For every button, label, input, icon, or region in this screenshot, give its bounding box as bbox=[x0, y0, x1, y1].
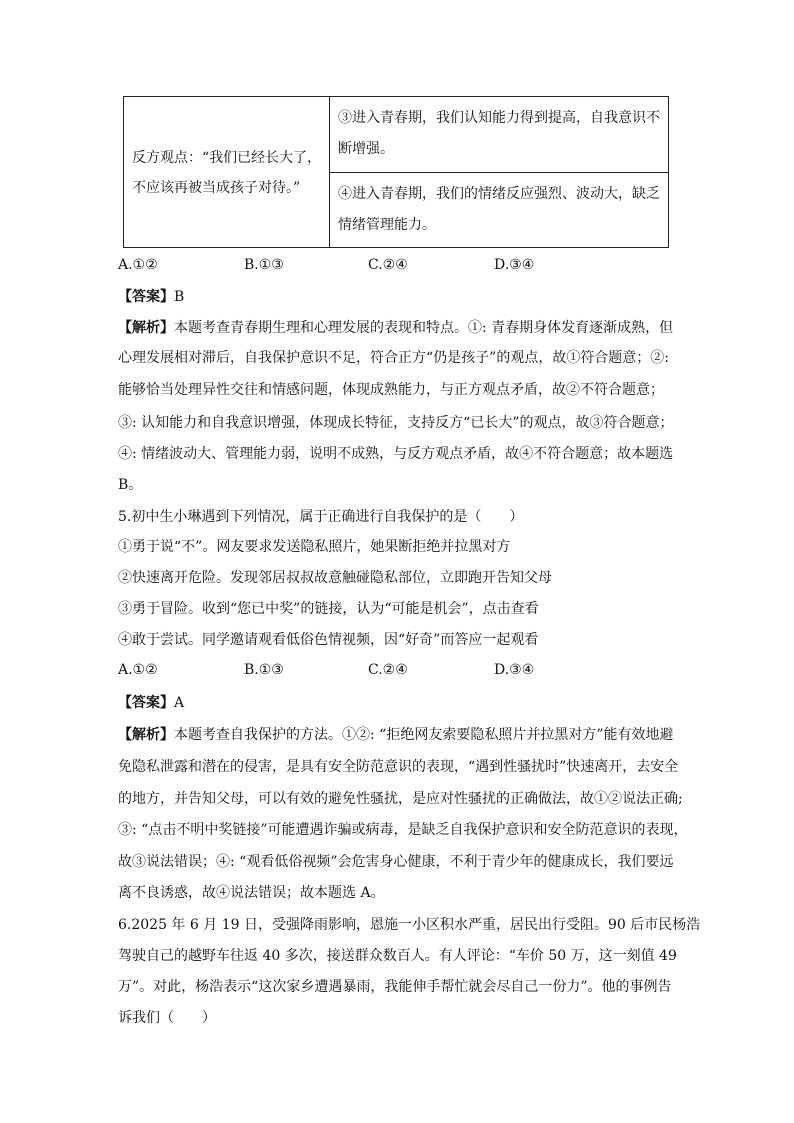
q5-analysis-line-2: 免隐私泄露和潜在的侵害，是具有安全防范意识的表现，“遇到性骚扰时”快速离开，去安全 bbox=[118, 759, 679, 775]
q5-analysis-line-4: ③: “点击不明中奖链接”可能遭遇诈骗或病毒，是缺乏自我保护意识和安全防范意识的表现， bbox=[118, 822, 688, 838]
statement-4-line-1: ④进入青春期，我们的情绪反应强烈、波动大，缺乏 bbox=[338, 185, 660, 202]
q5-item-3: ③勇于冒险。收到“您已中奖”的链接，认为“可能是机会”，点击查看 bbox=[118, 601, 539, 617]
q6-stem-line-1: 6.2025 年 6 月 19 日，受强降雨影响，恩施一小区积水严重，居民出行受阻。90 后市民杨浩 bbox=[118, 917, 701, 933]
statement-3-line-2: 断增强。 bbox=[338, 141, 394, 157]
q4-analysis-line-2: 心理发展相对滞后，自我保护意识不足，符合正方“仍是孩子”的观点，故①符合题意；②: bbox=[118, 350, 670, 366]
q4-answer-value: B bbox=[174, 289, 185, 305]
q4-analysis-label: 【解析】 bbox=[118, 320, 174, 336]
statements-column bbox=[330, 97, 668, 247]
q5-answer-label: 【答案】 bbox=[118, 695, 174, 711]
opposing-view-cell bbox=[124, 97, 330, 247]
q5-answer bbox=[118, 693, 184, 713]
q5-option-a: A.①② bbox=[118, 662, 158, 678]
q5-option-b: B.①③ bbox=[244, 662, 284, 678]
q5-analysis-line-6: 离不良诱惑，故④说法错误；故本题选 A。 bbox=[118, 885, 385, 901]
q5-item-2: ②快速离开危险。发现邻居叔叔故意触碰隐私部位，立即跑开告知父母 bbox=[118, 570, 552, 586]
q6-stem-line-3: 万”。对此，杨浩表示“这次家乡遭遇暴雨，我能伸手帮忙就会尽自己一份力”。他的事例告 bbox=[118, 979, 672, 995]
statement-3-line-1: ③进入青春期，我们认知能力得到提高，自我意识不 bbox=[338, 110, 660, 126]
q4-answer bbox=[118, 287, 184, 307]
q5-item-1: ①勇于说“不”。网友要求发送隐私照片，她果断拒绝并拉黑对方 bbox=[118, 539, 511, 555]
q5-analysis-label: 【解析】 bbox=[118, 727, 174, 743]
q6-stem-line-4: 诉我们（ ） bbox=[118, 1010, 216, 1026]
q4-analysis-line-1 bbox=[118, 318, 673, 338]
q5-answer-value: A bbox=[174, 695, 185, 711]
q5-stem: 5.初中生小琳遇到下列情况，属于正确进行自我保护的是（ ） bbox=[118, 509, 524, 525]
q5-analysis-line-1 bbox=[118, 725, 673, 745]
q5-item-4: ④敢于尝试。同学邀请观看低俗色情视频，因“好奇”而答应一起观看 bbox=[118, 632, 539, 648]
statement-4-cell bbox=[330, 173, 668, 248]
q4-analysis-line-4: ③: 认知能力和自我意识增强，体现成长特征，支持反方“已长大”的观点，故③符合题意； bbox=[118, 415, 674, 431]
q4-analysis-text-1: 本题考查青春期生理和心理发展的表现和特点。①: 青春期身体发育逐渐成熟，但 bbox=[174, 320, 674, 336]
q5-analysis-line-5: 故③说法错误；④: “观看低俗视频”会危害身心健康，不利于青少年的健康成长，我们要远 bbox=[118, 854, 674, 870]
question-4-table bbox=[123, 96, 669, 248]
opposing-view-line-1: 反方观点：“我们已经长大了， bbox=[132, 150, 322, 166]
q4-answer-label: 【答案】 bbox=[118, 289, 174, 305]
q5-option-c: C.②④ bbox=[368, 662, 408, 678]
opposing-view-line-2: 不应该再被当成孩子对待。” bbox=[132, 180, 301, 196]
q4-option-b: B.①③ bbox=[244, 257, 284, 273]
q4-analysis-line-5: ④: 情绪波动大、管理能力弱，说明不成熟，与反方观点矛盾，故④不符合题意；故本题选 bbox=[118, 446, 674, 462]
q4-analysis-line-6: B。 bbox=[118, 477, 143, 493]
q5-analysis-text-1: 本题考查自我保护的方法。①②: “拒绝网友索要隐私照片并拉黑对方”能有效地避 bbox=[174, 727, 674, 743]
q4-option-c: C.②④ bbox=[368, 257, 408, 273]
q4-option-a: A.①② bbox=[118, 257, 158, 273]
statement-4-line-2: 情绪管理能力。 bbox=[338, 216, 436, 233]
q6-stem-line-2: 驾驶自己的越野车往返 40 多次，接送群众数百人。有人评论：“车价 50 万，这一刻值 49 bbox=[118, 948, 677, 964]
q4-option-d: D.③④ bbox=[494, 257, 535, 273]
statement-3-cell bbox=[330, 97, 668, 173]
q5-analysis-line-3: 的地方，并告知父母，可以有效的避免性骚扰，是应对性骚扰的正确做法，故①②说法正确; bbox=[118, 791, 683, 807]
q5-option-d: D.③④ bbox=[494, 662, 535, 678]
q4-analysis-line-3: 能够恰当处理异性交往和情感问题，体现成熟能力，与正方观点矛盾，故②不符合题意； bbox=[118, 382, 664, 398]
